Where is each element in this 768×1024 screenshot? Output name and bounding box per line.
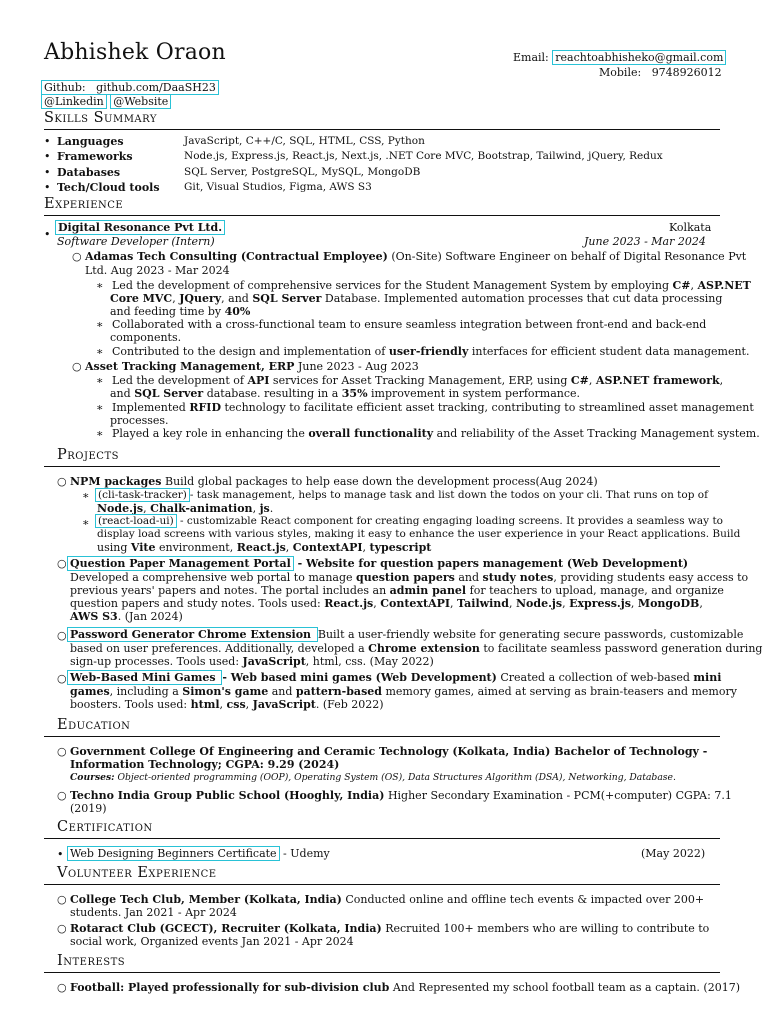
sub-bullet: ○ <box>57 557 67 570</box>
section-title-interests: Interests <box>57 953 126 969</box>
skill-value-databases: SQL Server, PostgreSQL, MySQL, MongoDB <box>184 166 421 178</box>
certificate-date: (May 2022) <box>641 847 706 860</box>
qp-line-1: Developed a comprehensive web portal to manage question papers and study notes, providing students easy access to <box>70 571 749 584</box>
asset-bullet-1-line-1: Led the development of API services for Asset Tracking Management, ERP, using C#, ASP.NET framework, <box>112 374 724 387</box>
skill-bullet: • <box>44 181 51 194</box>
candidate-name: Abhishek Oraon <box>44 40 226 65</box>
cert-bullet: • <box>57 848 64 861</box>
star-bullet: ∗ <box>96 279 104 292</box>
sub-bullet: ○ <box>57 981 67 994</box>
email-label: Email: <box>513 51 549 64</box>
education-school-line-2: (2019) <box>70 802 107 815</box>
star-bullet: ∗ <box>96 374 104 387</box>
project-question-paper: Question Paper Management Portal - Website for question papers management (Web Development) <box>67 557 688 570</box>
education-college-line-1: Government College Of Engineering and Ceramic Technology (Kolkata, India) Bachelor of Technology - <box>70 745 708 758</box>
section-divider <box>44 215 720 216</box>
mobile-label: Mobile: <box>599 66 642 79</box>
email-link[interactable]: reachtoabhisheko@gmail.com <box>552 50 726 65</box>
react-load-ui-link[interactable]: (react-load-ui) <box>95 514 177 528</box>
asset-bullet-3: Played a key role in enhancing the overall functionality and reliability of the Asset Tracking Management system. <box>112 427 760 440</box>
project-adamas-dates: Ltd. Aug 2023 - Mar 2024 <box>85 264 230 277</box>
npm-react-load-line-1: (react-load-ui) - customizable React component for creating engaging loading screens. It provides a seamless way to <box>95 515 723 527</box>
interest-football: Football: Played professionally for sub-division club And Represented my school football team as a captain. (2017) <box>70 981 740 994</box>
section-title-projects: Projects <box>57 447 119 463</box>
skill-value-languages: JavaScript, C++/C, SQL, HTML, CSS, Python <box>184 135 425 147</box>
skill-label-languages: Languages <box>57 135 124 148</box>
social-row <box>41 95 171 108</box>
wb-line-3: boosters. Tools used: html, css, JavaScript. (Feb 2022) <box>70 698 384 711</box>
qp-line-4: AWS S3. (Jan 2024) <box>70 610 183 623</box>
mobile-number: 9748926012 <box>651 66 722 79</box>
education-school-line-1: Techno India Group Public School (Hooghly, India) Higher Secondary Examination - PCM(+computer) CGPA: 7.1 <box>70 789 732 802</box>
adamas-bullet-3: Contributed to the design and implementation of user-friendly interfaces for efficient student data management. <box>112 345 750 358</box>
project-mini-games: Web-Based Mini Games - Web based mini games (Web Development) Created a collection of web-based mini <box>67 671 721 684</box>
skill-label-frameworks: Frameworks <box>57 150 133 163</box>
sub-bullet: ○ <box>57 893 67 906</box>
volunteer-rotaract-line-2: social work, Organized events Jan 2021 - Apr 2024 <box>70 935 354 948</box>
star-bullet: ∗ <box>82 516 90 529</box>
adamas-bullet-1-line-1: Led the development of comprehensive services for the Student Management System by employing C#, ASP.NET <box>112 279 751 292</box>
mini-games-link[interactable]: Web-Based Mini Games <box>67 670 222 685</box>
education-courses: Courses: Object-oriented programming (OOP), Operating System (OS), Data Structures Algorithm (DSA), Networking, Database. <box>70 772 676 783</box>
education-college-line-2: Information Technology; CGPA: 9.29 (2024) <box>70 758 340 771</box>
volunteer-rotaract-line-1: Rotaract Club (GCECT), Recruiter (Kolkata, India) Recruited 100+ members who are willing to contribute to <box>70 922 710 935</box>
sub-bullet: ○ <box>57 922 67 935</box>
adamas-bullet-1-line-2: Core MVC, JQuery, and SQL Server Database. Implemented automation processes that cut data processing <box>110 292 723 305</box>
npm-cli-line-2: Node.js, Chalk-animation, js. <box>97 502 274 515</box>
adamas-bullet-2-line-2: components. <box>110 331 182 344</box>
skill-bullet: • <box>44 166 51 179</box>
website-link[interactable]: @Website <box>110 94 171 109</box>
pg-line-3: sign-up processes. Tools used: JavaScript, html, css. (May 2022) <box>70 655 434 668</box>
section-title-education: Education <box>57 717 131 733</box>
sub-bullet: ○ <box>72 360 82 373</box>
skill-label-tools: Tech/Cloud tools <box>57 181 160 194</box>
skill-bullet: • <box>44 150 51 163</box>
section-divider <box>44 736 720 737</box>
mobile-row <box>599 66 722 79</box>
company-location: Kolkata <box>669 221 712 234</box>
section-title-skills: Skills Summary <box>44 110 157 126</box>
section-divider <box>44 129 720 130</box>
npm-react-load-line-3: using Vite environment, React.js, ContextAPI, typescript <box>97 541 432 554</box>
section-title-certification: Certification <box>57 819 153 835</box>
sub-bullet: ○ <box>57 475 67 488</box>
project-npm: NPM packages Build global packages to help ease down the development process(Aug 2024) <box>70 475 598 488</box>
volunteer-tech-club-line-1: College Tech Club, Member (Kolkata, India) Conducted online and offline tech events & impacted over 200+ <box>70 893 705 906</box>
adamas-bullet-1-line-3: and feeding time by 40% <box>110 305 251 318</box>
email-row <box>513 51 726 64</box>
job-dates: June 2023 - Mar 2024 <box>584 235 706 248</box>
pg-line-2: based on user preferences. Additionally, developed a Chrome extension to facilitate seamless password generation during <box>70 642 763 655</box>
star-bullet: ∗ <box>96 427 104 440</box>
skill-value-tools: Git, Visual Studios, Figma, AWS S3 <box>184 181 372 193</box>
asset-bullet-2-line-2: processes. <box>110 414 169 427</box>
star-bullet: ∗ <box>96 401 104 414</box>
sub-bullet: ○ <box>57 672 67 685</box>
password-generator-link[interactable]: Password Generator Chrome Extension <box>67 627 318 642</box>
skill-value-frameworks: Node.js, Express.js, React.js, Next.js, .NET Core MVC, Bootstrap, Tailwind, jQuery, Redux <box>184 150 663 162</box>
certificate-entry: Web Designing Beginners Certificate - Udemy <box>67 847 330 860</box>
experience-bullet: • <box>44 228 51 241</box>
asset-bullet-1-line-2: and SQL Server database. resulting in a 35% improvement in system performance. <box>110 387 581 400</box>
section-title-experience: Experience <box>44 196 124 212</box>
certificate-link[interactable]: Web Designing Beginners Certificate <box>67 846 280 861</box>
star-bullet: ∗ <box>96 318 104 331</box>
asset-bullet-2-line-1: Implemented RFID technology to facilitate efficient asset tracking, contributing to streamlined asset management <box>112 401 754 414</box>
project-password-generator: Password Generator Chrome Extension Built a user-friendly website for generating secure passwords, customizable <box>67 628 743 641</box>
qp-line-2: previous years' papers and notes. The portal includes an admin panel for teachers to upload, manage, and organize <box>70 584 724 597</box>
sub-bullet: ○ <box>57 789 67 802</box>
skill-bullet: • <box>44 135 51 148</box>
project-adamas: Adamas Tech Consulting (Contractual Employee) (On-Site) Software Engineer on behalf of Digital Resonance Pvt <box>85 250 747 263</box>
github-link[interactable]: Github: github.com/DaaSH23 <box>41 80 219 95</box>
section-divider <box>44 838 720 839</box>
section-divider <box>44 466 720 467</box>
linkedin-link[interactable]: @Linkedin <box>41 94 107 109</box>
skill-label-databases: Databases <box>57 166 121 179</box>
job-role: Software Developer (Intern) <box>57 235 215 248</box>
sub-bullet: ○ <box>57 629 67 642</box>
question-paper-link[interactable]: Question Paper Management Portal <box>67 556 294 571</box>
npm-cli-line-1: (cli-task-tracker) - task management, helps to manage task and list down the todos on your cli. That runs on top of <box>95 489 708 501</box>
github-row <box>41 81 219 94</box>
section-divider <box>44 972 720 973</box>
wb-line-2: games, including a Simon's game and pattern-based memory games, aimed at serving as brain-teasers and memory <box>70 685 737 698</box>
npm-react-load-line-2: display load screens with various styles, making it easy to enhance the user experience in your React applications. Build <box>97 528 741 540</box>
star-bullet: ∗ <box>82 489 90 502</box>
sub-bullet: ○ <box>72 250 82 263</box>
qp-line-3: question papers and study notes. Tools used: React.js, ContextAPI, Tailwind, Node.js, Express.js, MongoDB, <box>70 597 703 610</box>
section-title-volunteer: Volunteer Experience <box>57 865 217 881</box>
cli-task-tracker-link[interactable]: (cli-task-tracker) <box>95 488 190 502</box>
company-name: Digital Resonance Pvt Ltd. <box>55 221 225 234</box>
section-divider <box>44 884 720 885</box>
volunteer-tech-club-line-2: students. Jan 2021 - Apr 2024 <box>70 906 237 919</box>
sub-bullet: ○ <box>57 745 67 758</box>
star-bullet: ∗ <box>96 345 104 358</box>
adamas-bullet-2-line-1: Collaborated with a cross-functional team to ensure seamless integration between front-end and back-end <box>112 318 707 331</box>
project-asset-tracking: Asset Tracking Management, ERP June 2023 - Aug 2023 <box>85 360 419 373</box>
